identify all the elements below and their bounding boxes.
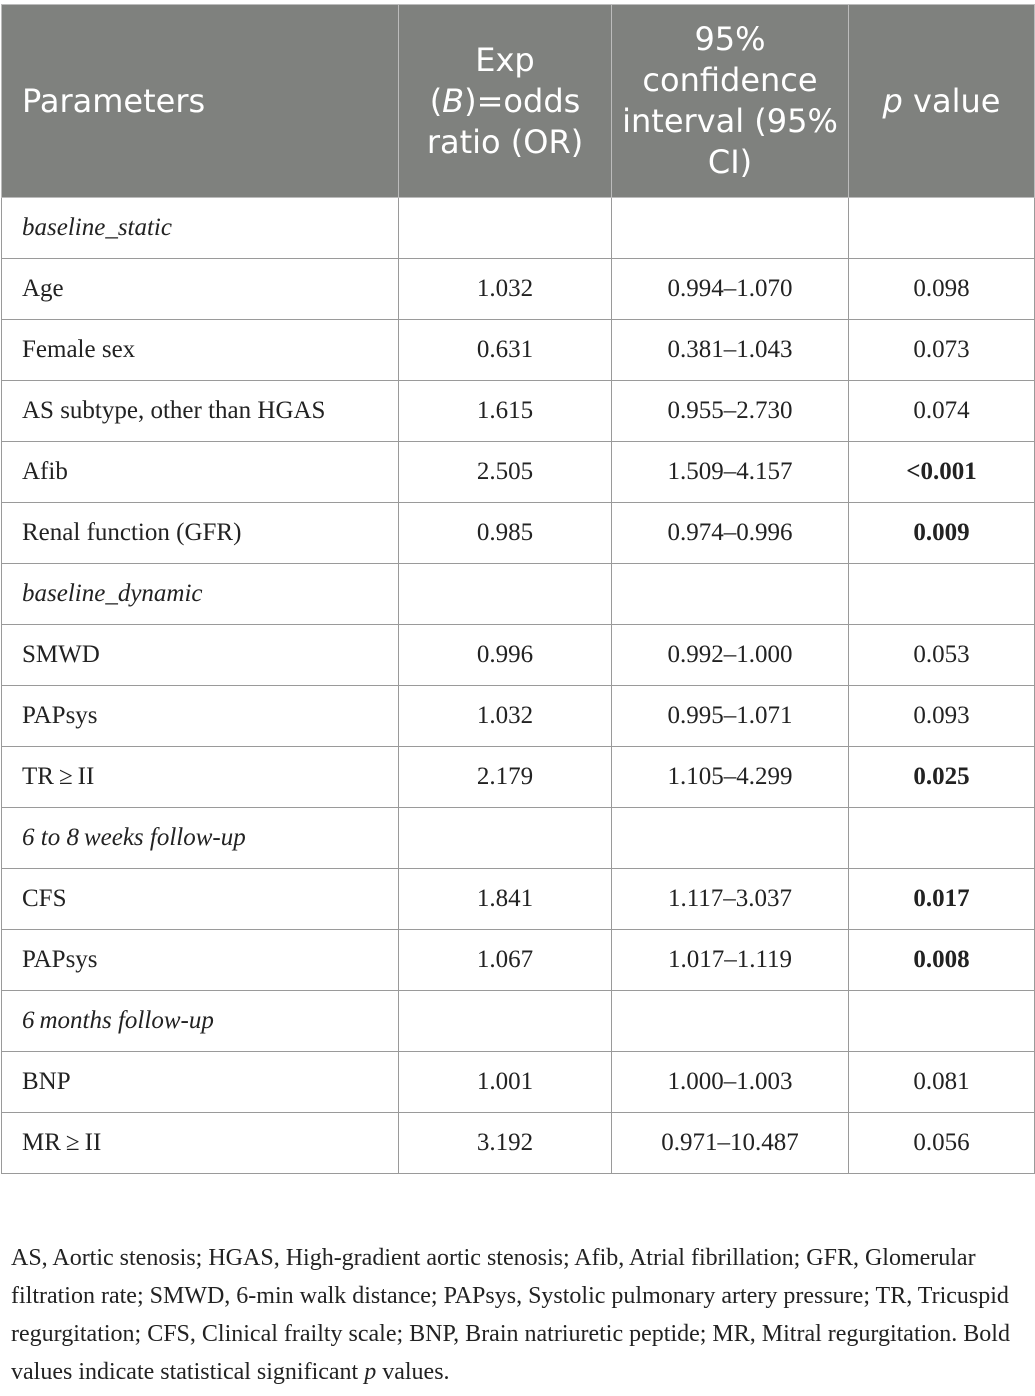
- results-table: [1, 4, 1035, 1174]
- p-value-cell: 0.008: [849, 930, 1035, 991]
- p-value-cell: 0.025: [849, 747, 1035, 808]
- confidence-interval-cell: 0.971–10.487: [612, 1113, 849, 1174]
- empty-cell: [612, 808, 849, 869]
- p-value-cell: 0.081: [849, 1052, 1035, 1113]
- odds-ratio-cell: 1.615: [399, 381, 612, 442]
- empty-cell: [612, 198, 849, 259]
- section-label: 6 months follow-up: [2, 991, 399, 1052]
- parameter-cell: MR ≥ II: [2, 1113, 399, 1174]
- p-value-cell: 0.017: [849, 869, 1035, 930]
- p-value-cell: <0.001: [849, 442, 1035, 503]
- confidence-interval-cell: 0.381–1.043: [612, 320, 849, 381]
- section-row: [2, 991, 1035, 1052]
- footnote-text: AS, Aortic stenosis; HGAS, High-gradient aortic stenosis; Afib, Atrial fibrillation; GFR, Glomerular filtration rate; SMWD, 6-min walk distance; PAPsys, Systolic pulmonary artery pressure; TR, Tricuspid regurgitation; CFS, Clinical frailty scale; BNP, Brain natriuretic peptide; MR, Mitral regurgitation. Bold values indicate statistical significant p values.: [11, 1245, 1010, 1385]
- confidence-interval-cell: 1.017–1.119: [612, 930, 849, 991]
- table-row: [2, 625, 1035, 686]
- table-row: [2, 1113, 1035, 1174]
- table-row: [2, 442, 1035, 503]
- header-odds-ratio: Exp (B)=odds ratio (OR): [399, 5, 612, 198]
- table-footnote: [11, 1239, 1021, 1391]
- odds-ratio-cell: 2.179: [399, 747, 612, 808]
- empty-cell: [849, 564, 1035, 625]
- empty-cell: [849, 198, 1035, 259]
- table-header-row: [2, 5, 1035, 198]
- section-label: baseline_dynamic: [2, 564, 399, 625]
- confidence-interval-cell: 1.509–4.157: [612, 442, 849, 503]
- section-row: [2, 198, 1035, 259]
- p-value-cell: 0.074: [849, 381, 1035, 442]
- odds-ratio-cell: 1.067: [399, 930, 612, 991]
- parameter-cell: Age: [2, 259, 399, 320]
- confidence-interval-cell: 0.955–2.730: [612, 381, 849, 442]
- section-row: [2, 808, 1035, 869]
- parameter-cell: Female sex: [2, 320, 399, 381]
- parameter-cell: BNP: [2, 1052, 399, 1113]
- parameter-cell: CFS: [2, 869, 399, 930]
- confidence-interval-cell: 1.117–3.037: [612, 869, 849, 930]
- p-value-cell: 0.053: [849, 625, 1035, 686]
- odds-ratio-cell: 0.985: [399, 503, 612, 564]
- section-row: [2, 564, 1035, 625]
- table-row: [2, 686, 1035, 747]
- odds-ratio-cell: 3.192: [399, 1113, 612, 1174]
- p-value-cell: 0.009: [849, 503, 1035, 564]
- confidence-interval-cell: 1.105–4.299: [612, 747, 849, 808]
- parameter-cell: PAPsys: [2, 686, 399, 747]
- odds-ratio-cell: 0.996: [399, 625, 612, 686]
- table-row: [2, 320, 1035, 381]
- p-value-cell: 0.073: [849, 320, 1035, 381]
- parameter-cell: PAPsys: [2, 930, 399, 991]
- odds-ratio-cell: 1.841: [399, 869, 612, 930]
- empty-cell: [612, 564, 849, 625]
- odds-ratio-cell: 1.032: [399, 259, 612, 320]
- empty-cell: [399, 991, 612, 1052]
- empty-cell: [399, 198, 612, 259]
- table-row: [2, 747, 1035, 808]
- confidence-interval-cell: 0.992–1.000: [612, 625, 849, 686]
- section-label: 6 to 8 weeks follow-up: [2, 808, 399, 869]
- table-row: [2, 869, 1035, 930]
- odds-ratio-cell: 1.032: [399, 686, 612, 747]
- confidence-interval-cell: 1.000–1.003: [612, 1052, 849, 1113]
- header-p-value: p value: [849, 5, 1035, 198]
- empty-cell: [399, 564, 612, 625]
- empty-cell: [849, 808, 1035, 869]
- p-value-cell: 0.093: [849, 686, 1035, 747]
- parameter-cell: SMWD: [2, 625, 399, 686]
- parameter-cell: Afib: [2, 442, 399, 503]
- parameter-cell: TR ≥ II: [2, 747, 399, 808]
- header-confidence-interval: 95% confidence interval (95% CI): [612, 5, 849, 198]
- empty-cell: [399, 808, 612, 869]
- confidence-interval-cell: 0.994–1.070: [612, 259, 849, 320]
- empty-cell: [849, 991, 1035, 1052]
- parameter-cell: Renal function (GFR): [2, 503, 399, 564]
- confidence-interval-cell: 0.995–1.071: [612, 686, 849, 747]
- confidence-interval-cell: 0.974–0.996: [612, 503, 849, 564]
- p-value-cell: 0.056: [849, 1113, 1035, 1174]
- p-value-cell: 0.098: [849, 259, 1035, 320]
- empty-cell: [612, 991, 849, 1052]
- parameter-cell: AS subtype, other than HGAS: [2, 381, 399, 442]
- odds-ratio-cell: 1.001: [399, 1052, 612, 1113]
- odds-ratio-cell: 2.505: [399, 442, 612, 503]
- table-row: [2, 259, 1035, 320]
- table-row: [2, 930, 1035, 991]
- odds-ratio-cell: 0.631: [399, 320, 612, 381]
- table-row: [2, 1052, 1035, 1113]
- table-row: [2, 503, 1035, 564]
- table-row: [2, 381, 1035, 442]
- section-label: baseline_static: [2, 198, 399, 259]
- header-parameters: Parameters: [2, 5, 399, 198]
